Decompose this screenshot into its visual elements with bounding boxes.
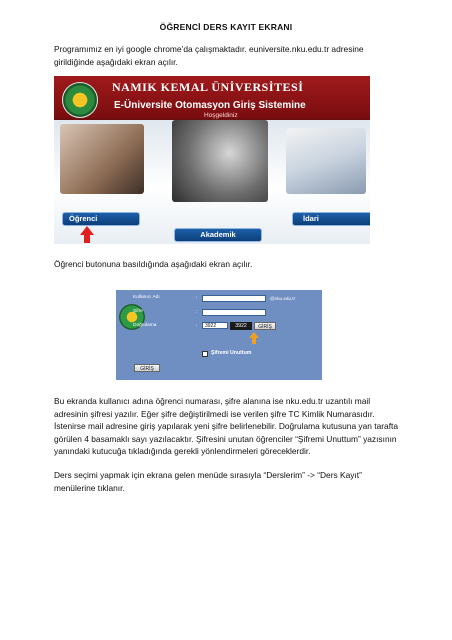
screenshot-landing [54,76,370,244]
forgot-password-label: Şifremi Unuttum [211,350,252,356]
student-photo [60,124,144,194]
admin-photo [286,128,366,194]
screenshot-login-form [116,290,322,380]
system-title: E-Üniversite Otomasyon Giriş Sistemine [114,100,306,111]
password-colon: : [196,309,198,315]
university-logo [62,82,98,118]
academic-photo [172,120,268,202]
document-title: ÖĞRENCİ DERS KAYIT EKRANI [159,22,293,32]
welcome-text: Hoşgeldiniz [204,112,238,119]
mail-suffix: @nku.edu.tr [270,296,296,301]
paragraph-instructions: Bu ekranda kullanıcı adına öğrenci numarası, şifre alanına ise nku.edu.tr uzantılı mail adresinin şifresi yazılır. Eğer şifre değiştirilmedi ise verilen şifre TC Kimlik Numarasıdır. İstenirse mail adresine giriş yapılarak yeni şifre belirlenebilir. Doğrulama kutusuna yan tarafta görülen 4 basamaklı sayı yazılacaktır. Şifresini unutan öğrenciler “Şifremi Unuttum” yazısının yanındaki kutucuğa tıkladığında gerekli yönlendirmeleri göreceklerdir. [54,396,399,457]
password-label: Şifre [133,309,143,314]
login-button[interactable]: GİRİŞ [134,364,160,372]
verification-colon: : [196,323,198,329]
paragraph-intro: Programımız en iyi google chrome’da çalışmaktadır. euniversite.nku.edu.tr adresine girildiğinde aşağıdaki ekran açılır. [54,44,364,67]
username-label: Kullanıcı Adı [133,295,160,300]
verification-code: 3922 [230,322,252,330]
red-arrow-stem [84,235,90,243]
verification-field[interactable]: 3922 [202,322,228,329]
ogrenci-button[interactable]: Öğrenci [62,212,140,226]
verification-label: Doğrulama [133,323,157,328]
forgot-password-checkbox[interactable] [202,351,208,357]
red-arrow-icon [80,226,94,235]
idari-button[interactable]: İdari [292,212,370,226]
password-field[interactable] [202,309,266,316]
university-name: NAMIK KEMAL ÜNİVERSİTESİ [112,80,304,94]
verification-button[interactable]: GİRİŞ [254,322,276,330]
paragraph-course-selection: Ders seçimi yapmak için ekrana gelen menüde sırasıyla “Derslerim” -> “Ders Kayıt” menülerine tıklanır. [54,470,362,493]
orange-arrow-stem [252,338,256,344]
username-field[interactable] [202,295,266,302]
username-colon: : [196,295,198,301]
akademik-button[interactable]: Akademik [174,228,262,242]
paragraph-student-button: Öğrenci butonuna basıldığında aşağıdaki ekran açılır. [54,259,253,269]
